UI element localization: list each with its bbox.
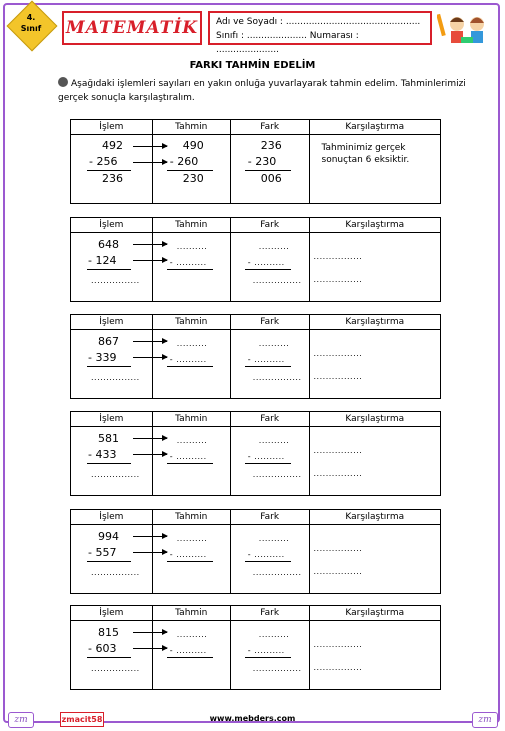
first-number: 648 — [98, 238, 119, 251]
difference-cell — [230, 135, 309, 204]
comparison-blank-2: ................ — [313, 469, 363, 478]
column-header: İşlem — [71, 606, 153, 621]
footer-logo-left: zm — [8, 712, 34, 728]
estimate-line — [167, 657, 213, 658]
worksheet-title: FARKI TAHMİN EDELİM — [189, 60, 316, 71]
estimate-first-blank: .......... — [176, 534, 208, 543]
column-header: Karşılaştırma — [309, 510, 440, 525]
comparison-cell — [309, 525, 440, 594]
result-blank: ................ — [91, 470, 140, 479]
name-field: Adı ve Soyadı : ............................................... — [216, 17, 421, 27]
column-header: İşlem — [71, 120, 153, 135]
estimate-line — [167, 170, 213, 171]
difference-first-blank: .......... — [258, 339, 290, 348]
first-number: 492 — [102, 139, 123, 152]
difference-cell — [230, 621, 309, 690]
difference-line — [245, 366, 291, 367]
cell-body — [310, 621, 440, 689]
table-header-row — [71, 412, 441, 427]
column-header: İşlem — [71, 218, 153, 233]
table-header-row — [71, 218, 441, 233]
column-header: İşlem — [71, 412, 153, 427]
comparison-blank-1: ................ — [313, 544, 363, 553]
difference-first-blank: .......... — [258, 436, 290, 445]
cell-body — [231, 233, 309, 301]
author-badge: zmacit58 — [60, 712, 104, 727]
column-header: Tahmin — [152, 315, 230, 330]
difference-second-blank: - .......... — [247, 550, 285, 559]
difference-second-blank: - .......... — [247, 258, 285, 267]
cell-body — [231, 135, 309, 203]
comparison-cell — [309, 427, 440, 496]
cell-body — [71, 330, 152, 398]
problem-table — [70, 411, 441, 496]
difference-cell — [230, 525, 309, 594]
estimate-second: - 260 — [169, 155, 199, 168]
result-blank: ................ — [91, 664, 140, 673]
result-line — [87, 366, 131, 367]
operation-cell — [71, 427, 153, 496]
estimate-line — [167, 366, 213, 367]
estimate-first-blank: .......... — [176, 436, 208, 445]
instruction-bullet-icon — [58, 77, 68, 87]
comparison-blank-1: ................ — [313, 349, 363, 358]
result-blank: ................ — [91, 373, 140, 382]
estimate-second-blank: - .......... — [169, 355, 207, 364]
column-header: Karşılaştırma — [309, 120, 440, 135]
difference-line — [245, 269, 291, 270]
difference-second: - 230 — [247, 155, 277, 168]
difference-line — [245, 561, 291, 562]
cell-body — [310, 427, 440, 495]
table-header-row — [71, 120, 441, 135]
operation-cell — [71, 525, 153, 594]
difference-first-blank: .......... — [258, 242, 290, 251]
difference-result-blank: ................ — [252, 276, 302, 285]
difference-first-blank: .......... — [258, 534, 290, 543]
result-line — [87, 561, 131, 562]
comparison-cell — [309, 330, 440, 399]
instructions-text: Aşağıdaki işlemleri sayıları en yakın onluğa yuvarlayarak tahmin edelim. Tahminlerimizi gerçek sonuçla karşılaştıralım. — [58, 79, 466, 103]
difference-first-blank: .......... — [258, 630, 290, 639]
instructions — [58, 77, 478, 105]
difference-cell — [230, 233, 309, 302]
difference-result-blank: ................ — [252, 373, 302, 382]
cell-body — [71, 135, 152, 203]
problem-table — [70, 509, 441, 594]
comparison-cell — [309, 233, 440, 302]
estimate-second-blank: - .......... — [169, 258, 207, 267]
cell-body — [153, 525, 230, 593]
second-number: - 124 — [88, 254, 117, 267]
difference-first: 236 — [260, 139, 282, 152]
cell-body — [71, 525, 152, 593]
estimate-line — [167, 463, 213, 464]
comparison-blank-1: ................ — [313, 252, 363, 261]
column-header: Fark — [230, 120, 309, 135]
table-body-row — [71, 427, 441, 496]
difference-cell — [230, 330, 309, 399]
cell-body — [71, 233, 152, 301]
estimate-cell — [152, 330, 230, 399]
comparison-cell — [309, 135, 440, 204]
first-number: 994 — [98, 530, 119, 543]
operation-cell — [71, 330, 153, 399]
cell-body — [71, 621, 152, 689]
column-header: Fark — [230, 315, 309, 330]
estimate-first-blank: .......... — [176, 630, 208, 639]
estimate-cell — [152, 233, 230, 302]
comparison-blank-2: ................ — [313, 372, 363, 381]
difference-result-blank: ................ — [252, 664, 302, 673]
cell-body — [310, 233, 440, 301]
column-header: İşlem — [71, 315, 153, 330]
column-header: Karşılaştırma — [309, 606, 440, 621]
table-body-row — [71, 233, 441, 302]
result-number: 236 — [102, 172, 123, 185]
difference-result-blank: ................ — [252, 470, 302, 479]
difference-result-blank: ................ — [252, 568, 302, 577]
column-header: Tahmin — [152, 510, 230, 525]
footer-logo-right: zm — [472, 712, 498, 728]
estimate-cell — [152, 621, 230, 690]
result-line — [87, 170, 131, 171]
estimate-result: 230 — [182, 172, 204, 185]
column-header: Tahmin — [152, 218, 230, 233]
operation-cell — [71, 135, 153, 204]
result-blank: ................ — [91, 568, 140, 577]
column-header: Tahmin — [152, 606, 230, 621]
footer-url: www.mebders.com — [209, 714, 296, 723]
second-number: - 256 — [89, 155, 118, 168]
second-number: - 603 — [88, 642, 117, 655]
difference-cell — [230, 427, 309, 496]
problem-table — [70, 217, 441, 302]
cell-body — [231, 525, 309, 593]
table-body-row — [71, 525, 441, 594]
estimate-cell — [152, 135, 230, 204]
estimate-second-blank: - .......... — [169, 452, 207, 461]
difference-result: 006 — [260, 172, 282, 185]
column-header: Karşılaştırma — [309, 218, 440, 233]
column-header: İşlem — [71, 510, 153, 525]
comparison-text: Tahminimiz gerçek sonuçtan 6 eksiktir. — [321, 143, 410, 165]
estimate-second-blank: - .......... — [169, 550, 207, 559]
estimate-first-blank: .......... — [176, 339, 208, 348]
cell-body — [153, 135, 230, 203]
table-header-row — [71, 315, 441, 330]
estimate-line — [167, 269, 213, 270]
comparison-blank-2: ................ — [313, 567, 363, 576]
estimate-cell — [152, 427, 230, 496]
cell-body — [231, 427, 309, 495]
cell-body — [153, 330, 230, 398]
cell-body — [310, 135, 440, 203]
column-header: Fark — [230, 606, 309, 621]
table-body-row — [71, 621, 441, 690]
operation-cell — [71, 621, 153, 690]
table-header-row — [71, 606, 441, 621]
column-header: Fark — [230, 218, 309, 233]
cell-body — [231, 330, 309, 398]
table-header-row — [71, 510, 441, 525]
cell-body — [153, 427, 230, 495]
grade-label: Sınıf — [20, 24, 42, 33]
first-number: 867 — [98, 335, 119, 348]
table-body-row — [71, 135, 441, 204]
subject-title: MATEMATİK — [62, 11, 202, 45]
column-header: Fark — [230, 510, 309, 525]
cell-body — [310, 525, 440, 593]
column-header: Tahmin — [152, 120, 230, 135]
difference-line — [245, 657, 291, 658]
column-header: Karşılaştırma — [309, 315, 440, 330]
difference-line — [245, 463, 291, 464]
difference-line — [245, 170, 291, 171]
estimate-first-blank: .......... — [176, 242, 208, 251]
result-line — [87, 269, 131, 270]
cell-body — [231, 621, 309, 689]
cell-body — [71, 427, 152, 495]
column-header: Karşılaştırma — [309, 412, 440, 427]
table-body-row — [71, 330, 441, 399]
comparison-cell — [309, 621, 440, 690]
problem-table — [70, 314, 441, 399]
column-header: Tahmin — [152, 412, 230, 427]
cell-body — [310, 330, 440, 398]
comparison-blank-1: ................ — [313, 640, 363, 649]
comparison-blank-2: ................ — [313, 275, 363, 284]
cell-body — [153, 233, 230, 301]
second-number: - 339 — [88, 351, 117, 364]
example-table — [70, 119, 441, 204]
operation-cell — [71, 233, 153, 302]
difference-second-blank: - .......... — [247, 452, 285, 461]
column-header: Fark — [230, 412, 309, 427]
comparison-blank-2: ................ — [313, 663, 363, 672]
cell-body — [153, 621, 230, 689]
grade-number: 4. — [26, 13, 36, 22]
problem-table — [70, 605, 441, 690]
estimate-first: 490 — [182, 139, 204, 152]
second-number: - 557 — [88, 546, 117, 559]
student-info-box — [208, 11, 432, 55]
second-number: - 433 — [88, 448, 117, 461]
grade-badge-text — [14, 12, 48, 34]
estimate-second-blank: - .......... — [169, 646, 207, 655]
result-line — [87, 657, 131, 658]
result-line — [87, 463, 131, 464]
estimate-cell — [152, 525, 230, 594]
first-number: 815 — [98, 626, 119, 639]
first-number: 581 — [98, 432, 119, 445]
difference-second-blank: - .......... — [247, 355, 285, 364]
class-number-field: Sınıfı : ..................... Numarası : ...................... — [216, 31, 359, 55]
result-blank: ................ — [91, 276, 140, 285]
children-illustration-icon — [437, 10, 493, 46]
comparison-blank-1: ................ — [313, 446, 363, 455]
difference-second-blank: - .......... — [247, 646, 285, 655]
estimate-line — [167, 561, 213, 562]
